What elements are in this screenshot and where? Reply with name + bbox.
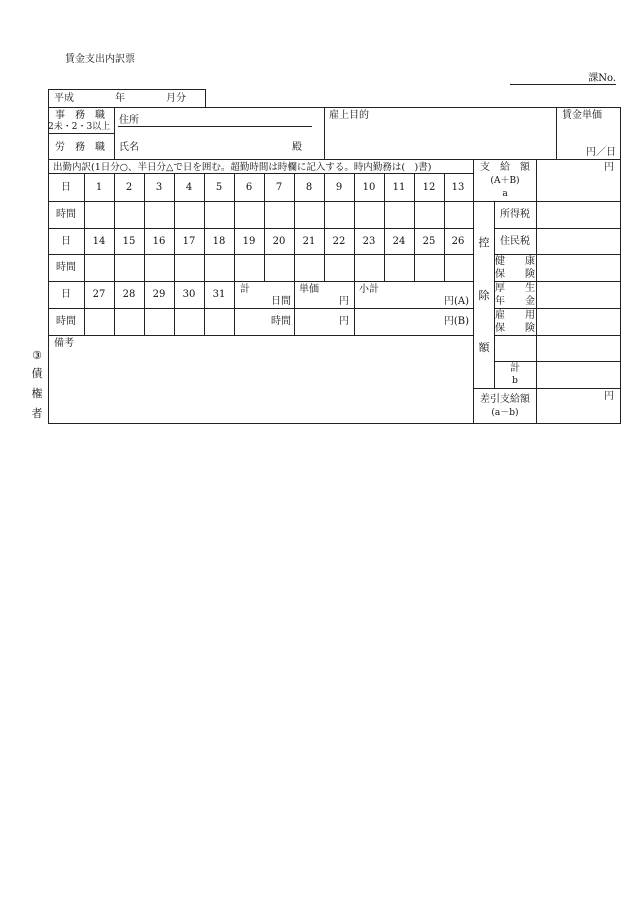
day-cell: 27 — [92, 289, 106, 300]
attendance-note: 出勤内訳(1日分○、半日分△で日を囲む。超勤時間は時欄に記入する。時内勤務は( )書) — [53, 162, 432, 173]
shokei-en-b: 円(B) — [443, 316, 469, 327]
day-cell: 15 — [122, 236, 136, 247]
address-label: 住所 — [119, 115, 139, 126]
day-cell: 18 — [212, 236, 226, 247]
day-cell: 26 — [451, 236, 465, 247]
day-cell: 22 — [332, 236, 346, 247]
day-cell: 13 — [451, 182, 465, 193]
dono-label: 殿 — [292, 142, 302, 153]
day-cell: 19 — [242, 236, 256, 247]
row-hours-label-1: 時間 — [56, 209, 76, 220]
day-cell: 1 — [95, 182, 103, 193]
day-cell: 10 — [362, 182, 376, 193]
form-title: 賃金支出内訳票 — [65, 54, 135, 65]
table-top-border — [48, 107, 620, 108]
deduction-char: 除 — [478, 289, 490, 302]
payment-label: 支 給 額 — [480, 162, 530, 173]
row-day-label-2: 日 — [61, 236, 71, 247]
period-year: 年 — [115, 93, 125, 104]
day-cell: 6 — [245, 182, 253, 193]
deduction-char: 額 — [478, 341, 490, 354]
total-jikan: 時間 — [271, 316, 291, 327]
day-cell: 11 — [392, 182, 406, 193]
day-cell: 12 — [422, 182, 436, 193]
period-era: 平成 — [54, 93, 74, 104]
name-label: 氏名 — [119, 142, 139, 153]
creditor-char: 債 — [31, 367, 43, 380]
remarks-label: 備考 — [54, 338, 74, 349]
day-cell: 7 — [275, 182, 283, 193]
day-cell: 4 — [185, 182, 193, 193]
deduction-koyo-1: 雇 用 — [495, 310, 535, 321]
deduction-shotoku: 所得税 — [500, 209, 530, 220]
tanka-en-2: 円 — [339, 316, 349, 327]
day-cell: 20 — [272, 236, 286, 247]
day-cell: 23 — [362, 236, 376, 247]
koyou-label: 雇上目的 — [329, 110, 369, 121]
deduction-kenko-2: 保 険 — [495, 269, 535, 280]
payment-a: a — [502, 189, 508, 199]
deduction-kei: 計 — [510, 363, 520, 374]
day-cell: 9 — [335, 182, 343, 193]
day-cell: 24 — [392, 236, 406, 247]
creditor-char: 権 — [31, 387, 43, 400]
period-month: 月分 — [166, 93, 186, 104]
ka-no-underline — [510, 84, 616, 85]
unit-price-unit: 円／日 — [586, 147, 616, 158]
table-bottom-border — [48, 423, 620, 424]
day-cell: 14 — [92, 236, 106, 247]
day-cell: 30 — [182, 289, 196, 300]
jimu-label: 事 務 職 — [55, 110, 105, 121]
tanka-label: 単価 — [299, 284, 319, 295]
shokei-label: 小計 — [359, 284, 379, 295]
deduction-jumin: 住民税 — [500, 236, 530, 247]
creditor-char: 者 — [31, 407, 43, 420]
total-kei-label: 計 — [240, 284, 250, 295]
day-cell: 31 — [212, 289, 226, 300]
row-hours-label-2: 時間 — [56, 262, 76, 273]
day-cell: 25 — [422, 236, 436, 247]
day-cell: 8 — [305, 182, 313, 193]
row-hours-label-3: 時間 — [56, 316, 76, 327]
ka-no-label: 課No. — [588, 73, 616, 84]
day-cell: 28 — [122, 289, 136, 300]
unit-price-label: 賃金単価 — [562, 110, 602, 121]
day-cell: 21 — [302, 236, 316, 247]
day-cell: 2 — [125, 182, 133, 193]
day-cell: 5 — [215, 182, 223, 193]
deduction-kosei-2: 年 金 — [495, 296, 535, 307]
net-en: 円 — [604, 391, 614, 402]
deduction-koyo-2: 保 険 — [495, 323, 535, 334]
deduction-kei-b: b — [512, 376, 518, 386]
right-section-divider — [473, 159, 474, 424]
day-cell: 17 — [182, 236, 196, 247]
jimu-grade: 2未・2・3以上 — [48, 122, 111, 132]
day-cell: 29 — [152, 289, 166, 300]
deduction-kosei-1: 厚 生 — [495, 283, 535, 294]
creditor-mark: ③ — [32, 349, 42, 362]
row-day-label-3: 日 — [61, 289, 71, 300]
row-day-label-1: 日 — [61, 182, 71, 193]
net-formula: (a－b) — [491, 408, 519, 418]
payment-en: 円 — [604, 162, 614, 173]
deduction-kenko-1: 健 康 — [495, 256, 535, 267]
day-cell: 3 — [155, 182, 163, 193]
payment-formula: (A＋B) — [490, 176, 520, 186]
total-nichikan: 日間 — [271, 296, 291, 307]
net-label: 差引支給額 — [480, 394, 530, 405]
deduction-char: 控 — [478, 236, 490, 249]
shokei-en-a: 円(A) — [443, 296, 469, 307]
day-cell: 16 — [152, 236, 166, 247]
address-underline — [118, 126, 312, 127]
tanka-en-1: 円 — [339, 296, 349, 307]
roumu-label: 労 務 職 — [55, 142, 105, 153]
